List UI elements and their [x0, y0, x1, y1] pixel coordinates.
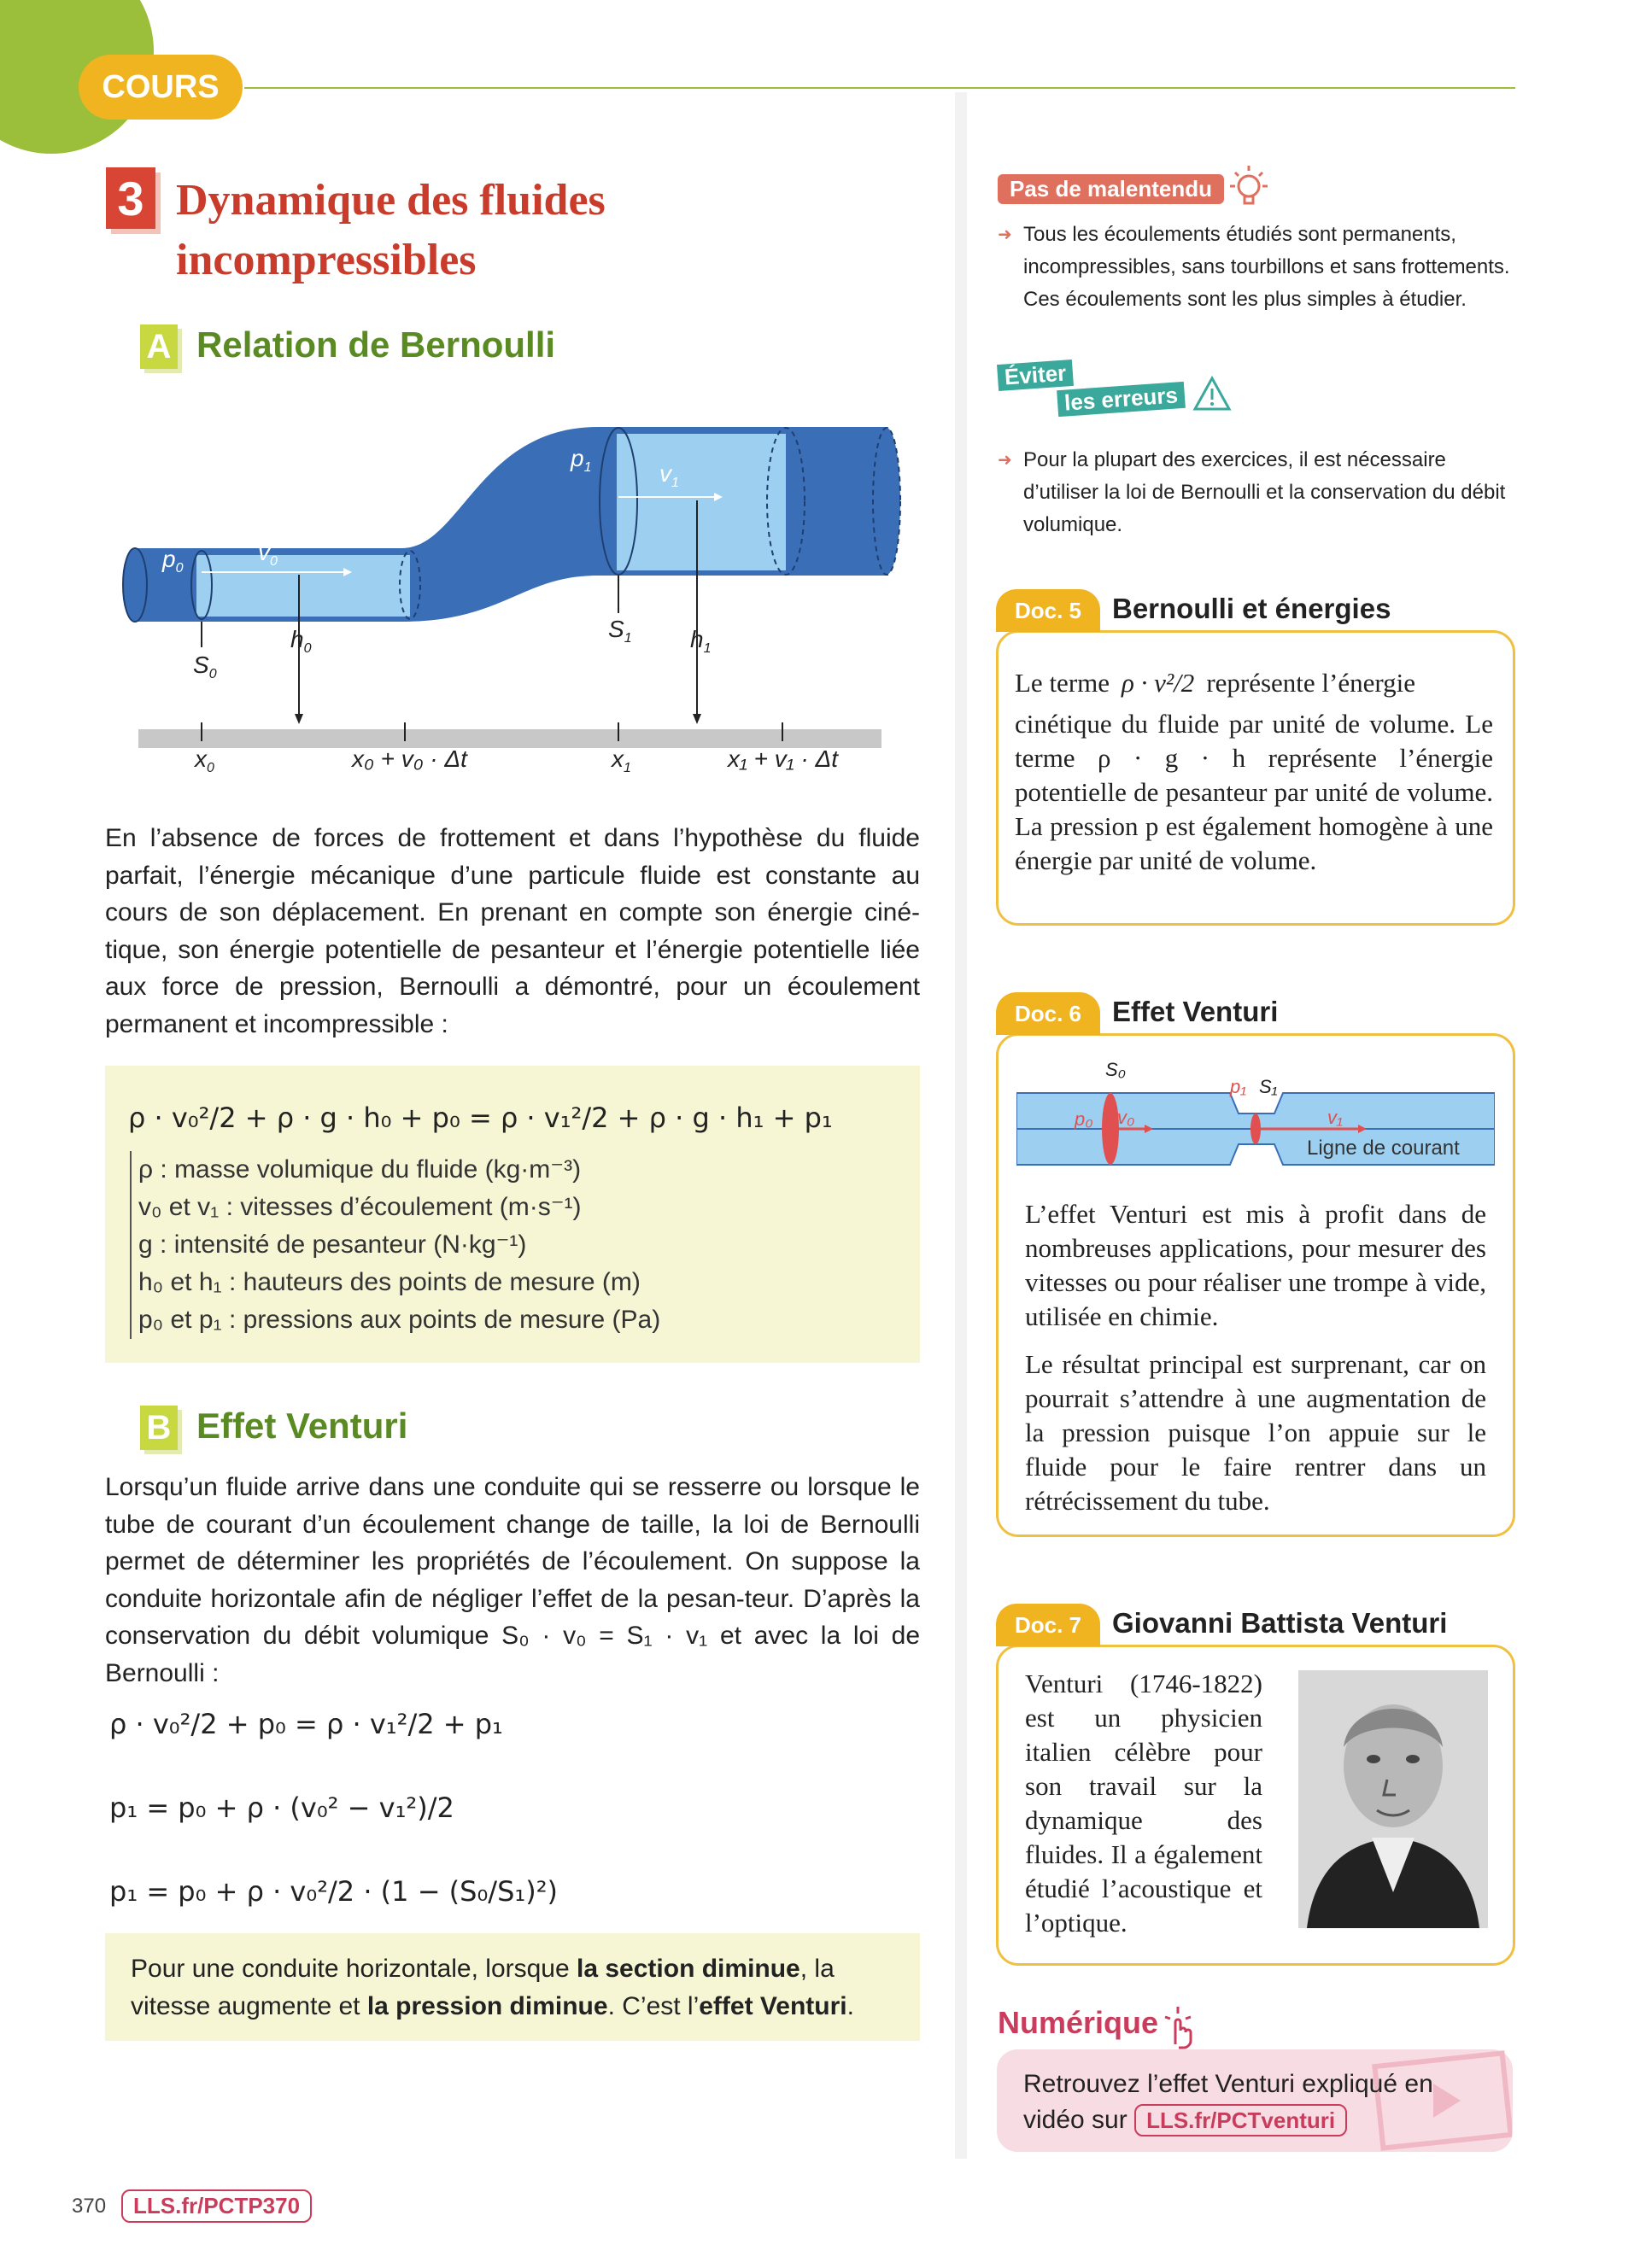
fig-label-s0: S₀ [1105, 1059, 1126, 1080]
result-text: . C’est l’ [607, 1992, 700, 2020]
fluid-region-0 [196, 555, 410, 617]
doc5-text: Le terme [1015, 668, 1110, 698]
label-h1: $h_1$ [690, 626, 712, 656]
result-text: . [846, 1992, 854, 2020]
legend-line: g : intensité de pesanteur (N·kg⁻¹) [138, 1230, 527, 1259]
label-s0: $S_0$ [193, 652, 217, 681]
numerique-label: Numérique [998, 2005, 1159, 2040]
subsection-b-title: Effet Venturi [196, 1406, 408, 1446]
section-title-line1: Dynamique des fluides [176, 176, 606, 225]
result-text: Pour une conduite horizontale, lorsque [131, 1955, 577, 1983]
numerique-link[interactable]: LLS.fr/PCTventuri [1134, 2104, 1347, 2136]
doc5-text: représente l’énergie [1206, 668, 1416, 698]
label-x1dt: x₁ + v₁ · Δt [728, 745, 839, 772]
touch-icon [1157, 2002, 1204, 2049]
doc7-tag: Doc. 7 [996, 1604, 1100, 1646]
cours-tab: COURS [79, 55, 243, 120]
column-divider [955, 92, 967, 2159]
doc7-text: Venturi (1746-1822) est un physicien italien célèbre pour son travail sur la dynamique des fluides. Il a également étudié l’acoustique et l’optique. [1025, 1669, 1262, 1938]
label-s1: $S_1$ [608, 616, 632, 646]
legend-line: ρ : masse volumique du fluide (kg·m⁻³) [138, 1155, 582, 1184]
malentendu-text: Tous les écoulements étudiés sont permanents, incompressibles, sans tourbillons et sans frottements. Ces écoulements sont les plus simples à étudier. [1023, 223, 1510, 311]
bernoulli-pipe-diagram [120, 418, 914, 794]
footer-link[interactable]: LLS.fr/PCTP370 [121, 2189, 312, 2223]
erreurs-label-2: les erreurs [1057, 382, 1186, 417]
doc5-text: cinétique du fluide par unité de volume. Le terme ρ · g · h représente l’énergie potentielle de pesanteur par unité de volume. La pression p est également homogène à une énergie par unité de volume. [1015, 709, 1493, 875]
doc6-para1: L’effet Venturi est mis à profit dans de nombreuses applications, pour mesurer des vitesses ou pour réaliser une trompe à vide, utilisée en chimie. [1025, 1199, 1486, 1331]
arrow-bullet-icon: ➜ [998, 225, 1012, 244]
pipe-outlet [873, 428, 900, 575]
subsection-b-letter: B [140, 1406, 178, 1450]
doc7-title: Giovanni Battista Venturi [1112, 1607, 1448, 1639]
legend-line: v₀ et v₁ : vitesses d’écoulement (m·s⁻¹) [138, 1193, 582, 1221]
paragraph-bernoulli: En l’absence de forces de frottement et dans l’hypothèse du fluide parfait, l’énergie mécanique d’une particule fluide est constante au cours de son déplacement. En prenant en compte son énergie ciné-tique, son énergie potentielle de pesanteur et l’énergie potentielle liée aux force de pression, Bernoulli a démontré, pour un écoulement permanent et incompressible : [105, 824, 920, 1038]
section-title-line2: incompressibles [176, 236, 477, 284]
doc5-formula: ρ · v²/2 [1122, 668, 1195, 698]
result-bold-venturi: effet Venturi [699, 1992, 847, 2020]
venturi-formula-3: p₁ = p₀ + ρ · v₀²/2 · (1 − (S₀/S₁)²) [109, 1875, 559, 1908]
warning-icon [1192, 376, 1232, 412]
fluid-region-1 [617, 434, 786, 570]
label-v0: $v_0$ [258, 539, 278, 569]
venturi-formula-2: p₁ = p₀ + ρ · (v₀² − v₁²)/2 [109, 1792, 454, 1824]
legend-line: h₀ et h₁ : hauteurs des points de mesure (m) [138, 1268, 641, 1296]
fig-label-p1: p₁ [1230, 1076, 1247, 1097]
venturi-formula-1: ρ · v₀²/2 + p₀ = ρ · v₁²/2 + p₁ [109, 1708, 503, 1740]
label-h0: $h_0$ [290, 626, 312, 656]
venturi-tube-figure [1016, 1057, 1495, 1177]
fig-label-v0: v₀ [1117, 1107, 1135, 1128]
label-v1: $v_1$ [659, 460, 679, 490]
fig-label-p0: p₀ [1075, 1108, 1093, 1130]
subsection-a-letter: A [140, 324, 178, 369]
label-p1: $p_1$ [571, 445, 592, 475]
section-title [176, 171, 774, 290]
label-x1: $x_1$ [612, 745, 631, 775]
result-bold-section: la section diminue [577, 1955, 800, 1983]
paragraph-venturi: Lorsqu’un fluide arrive dans une conduite qui se resserre ou lorsque le tube de courant d’un écoulement change de taille, la loi de Bernoulli permet de déterminer les propriétés de l’écoulement. On suppose la conduite horizontale afin de négliger l’effet de la pesan-teur. D’après la conservation du débit volumique S₀ · v₀ = S₁ · v₁ et avec la loi de Bernoulli : [105, 1473, 920, 1687]
doc6-title: Effet Venturi [1112, 996, 1279, 1027]
fig-label-streamline: Ligne de courant [1307, 1137, 1460, 1160]
malentendu-label: Pas de malentendu [998, 174, 1224, 204]
page-number: 370 [72, 2195, 107, 2218]
bernoulli-formula: ρ · v₀²/2 + ρ · g · h₀ + p₀ = ρ · v₁²/2 + ρ · g · h₁ + p₁ [128, 1102, 833, 1134]
doc5-title: Bernoulli et énergies [1112, 593, 1391, 624]
doc6-para2: Le résultat principal est surprenant, car on pourrait s’attendre à une augmentation de la pression puisque l’on appuie sur le fluide pour le faire rentrer dans un rétrécissement du tube. [1025, 1349, 1486, 1516]
section-number: 3 [106, 167, 155, 229]
doc5-line1 [1015, 666, 1493, 700]
result-text: , la vitesse augmente et [131, 1955, 835, 2020]
arrow-bullet-icon: ➜ [998, 451, 1012, 470]
lightbulb-icon [1223, 162, 1274, 213]
numerique-text [1023, 2066, 1450, 2138]
doc6-tag: Doc. 6 [996, 992, 1100, 1035]
erreurs-label-1: Éviter [997, 359, 1074, 391]
result-bold-pressure: la pression diminue [366, 1992, 608, 2020]
header-rule [244, 87, 1515, 89]
fig-label-v1: v₁ [1327, 1107, 1343, 1128]
legend-line: p₀ et p₁ : pressions aux points de mesure (Pa) [138, 1306, 661, 1334]
legend [130, 1151, 660, 1339]
venturi-portrait [1298, 1670, 1488, 1928]
fig-label-s1: S₁ [1259, 1076, 1278, 1097]
pipe-inlet [123, 548, 147, 622]
venturi-result-box [105, 1933, 920, 2041]
subsection-a-title: Relation de Bernoulli [196, 324, 556, 365]
label-x0: $x_0$ [195, 745, 214, 775]
numerique-text-span: Retrouvez l’effet Venturi expliqué en vidéo sur [1023, 2070, 1433, 2134]
doc5-tag: Doc. 5 [996, 589, 1100, 632]
label-x0dt: x₀ + v₀ · Δt [352, 745, 467, 772]
erreurs-text: Pour la plupart des exercices, il est nécessaire d’utiliser la loi de Bernoulli et la conservation du débit volumique. [1023, 448, 1506, 536]
label-p0: $p_0$ [162, 546, 184, 576]
